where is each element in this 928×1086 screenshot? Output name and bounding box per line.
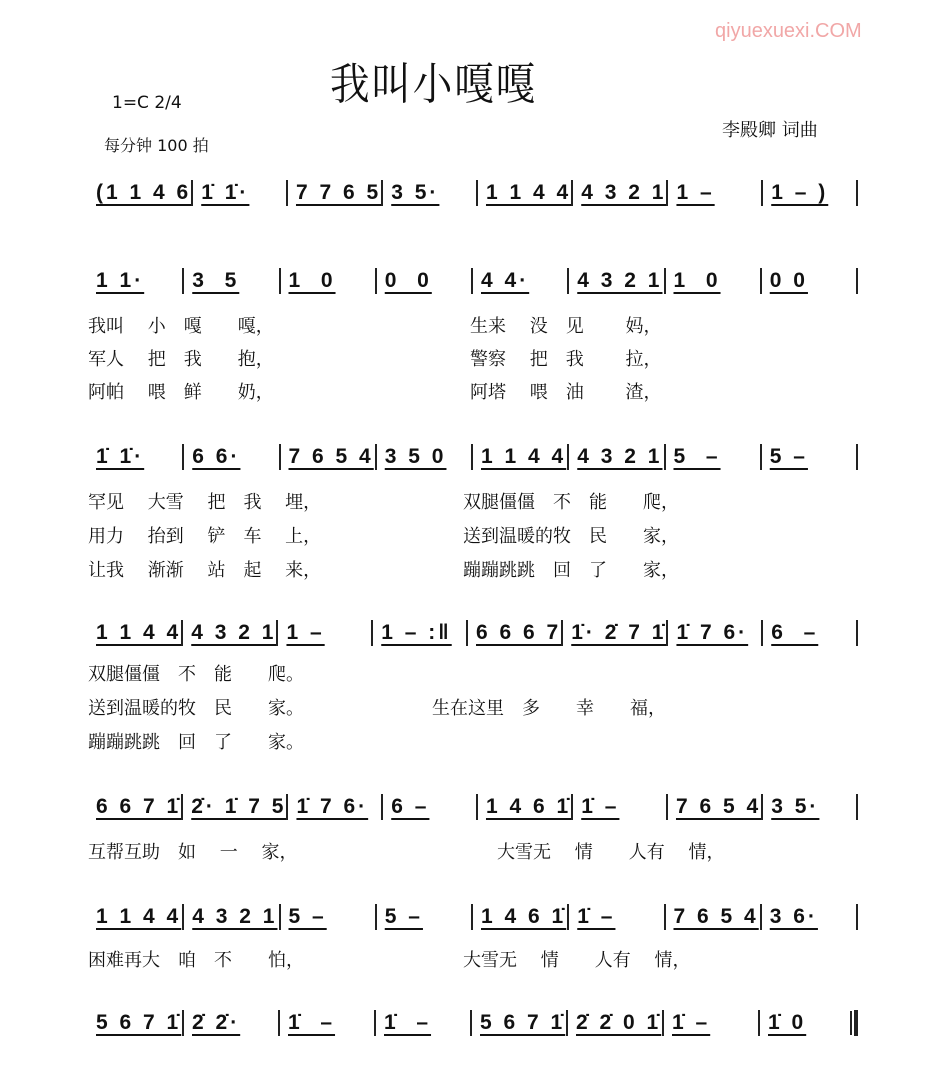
measure: 3 5· [391,181,440,204]
measure: 2̇ 2̇· [192,1011,241,1034]
measure: 1̇ 7 6· [676,621,749,644]
lyric-line: 警察 把 我 拉， [470,349,662,370]
measure: 1 4 6 1̇ [485,795,572,818]
lyric-line: 蹦蹦跳跳 回 了 家， [463,560,679,581]
measure: 1 0 [673,269,721,292]
lyric-line: 双腿僵僵 不 能 爬。 [88,664,304,685]
measure: 1 1 4 4 [485,181,572,204]
music-row [88,266,858,296]
measure: 4 3 2 1 [577,269,663,292]
measure: 3 5 [192,269,240,292]
lyric-line: 生来 没 见 妈， [470,316,662,337]
measure: 6 6· [192,445,241,468]
lyric-line: 生在这里 多 幸 福， [432,698,666,719]
measure: 6 6 7 1̇ [96,795,182,818]
song-title: 我叫小嘎嘎 [330,59,537,110]
measure: 5 – [769,445,808,468]
music-row [88,902,858,932]
measure: 1 1· [96,269,145,292]
bar-line [856,444,858,470]
lyric-line: 让我 渐渐 站 起 来， [88,560,322,581]
measure: 0 0 [384,269,432,292]
lyric-line: 用力 抬到 铲 车 上， [88,526,322,547]
lyric-line: 大雪无 情 人有 情， [463,950,691,971]
measure: 6 – [391,795,430,818]
lyric-line: 双腿僵僵 不 能 爬， [463,492,679,513]
measure: 1̇ – [288,1011,336,1034]
measure: 7 6 5 4 [288,445,374,468]
music-row [88,442,858,472]
measure: 1̇ – [672,1011,711,1034]
lyric-line: 送到温暖的牧 民 家， [463,526,679,547]
lyric-line: 互帮互助 如 一 家， [88,842,298,863]
measure: 1 – :‖ [381,621,452,644]
measure: 1̇ 1̇· [96,445,145,468]
measure: 1̇ – [577,905,616,928]
measure: 1 1 4 4 [96,621,182,644]
measure: 4 3 2 1 [191,621,277,644]
measure: 7 6 5 4 [675,795,762,818]
lyric-line: 送到温暖的牧 民 家。 [88,698,304,719]
lyric-line: 阿塔 喂 油 渣， [470,382,662,403]
measure: 1̇ 1̇· [201,181,250,204]
measure: 1 1 4 4 [481,445,567,468]
measure: 2̇ 2̇ 0 1̇ [576,1011,662,1034]
bar-line [856,794,858,820]
measure: 4 3 2 1 [577,445,663,468]
measure: 1̇ – [384,1011,432,1034]
measure: 3 6· [769,905,818,928]
bar-line [856,620,858,646]
measure: 1 – ) [771,181,829,204]
bar-line [856,180,858,206]
measure: 1 – [676,181,715,204]
lyric-line: 阿帕 喂 鲜 奶， [88,382,274,403]
music-row [88,792,858,822]
lyric-line: 困难再大 咱 不 怕， [88,950,304,971]
measure: 4 3 2 1 [192,905,278,928]
measure: 5 6 7 1̇ [480,1011,566,1034]
measure: 6 – [771,621,819,644]
measure: 5 – [288,905,327,928]
measure: 1 – [286,621,325,644]
lyric-line: 军人 把 我 抱， [88,349,274,370]
measure: 1̇· 2̇ 7 1̇ [571,621,667,644]
measure: (1 1 4 6 [96,181,192,204]
measure: 1 4 6 1̇ [481,905,567,928]
music-row [88,1008,858,1038]
lyric-line: 蹦蹦跳跳 回 了 家。 [88,732,304,753]
measure: 2̇· 1̇ 7 5 [191,795,287,818]
measure: 1̇ 0 [768,1011,807,1034]
lyric-line: 大雪无 情 人有 情， [497,842,725,863]
measure: 7 6 5 4 [673,905,759,928]
measure: 5 6 7 1̇ [96,1011,182,1034]
measure: 0 0 [769,269,808,292]
watermark: qiyuexuexi.COM [715,20,862,42]
bar-line [854,1010,858,1036]
tempo-marking: 每分钟 100 拍 [104,136,209,155]
author-credit: 李殿卿 词曲 [722,120,818,141]
measure: 5 – [673,445,721,468]
measure: 1 0 [288,269,336,292]
lyric-line: 我叫 小 嘎 嘎， [88,316,274,337]
bar-line [856,904,858,930]
measure: 1̇ – [581,795,620,818]
measure: 6 6 6 7 [476,621,562,644]
measure: 4 4· [481,269,530,292]
measure: 1 1 4 4 [96,905,182,928]
measure: 1̇ 7 6· [296,795,369,818]
music-row [88,618,858,648]
measure: 4 3 2 1 [581,181,667,204]
key-signature: 1=C 2/4 [112,93,182,113]
bar-line [856,268,858,294]
measure: 7 7 6 5 [295,181,382,204]
measure: 3 5 0 [384,445,447,468]
measure: 5 – [384,905,423,928]
measure: 3 5· [771,795,820,818]
lyric-line: 罕见 大雪 把 我 埋， [88,492,322,513]
music-row [88,178,858,208]
